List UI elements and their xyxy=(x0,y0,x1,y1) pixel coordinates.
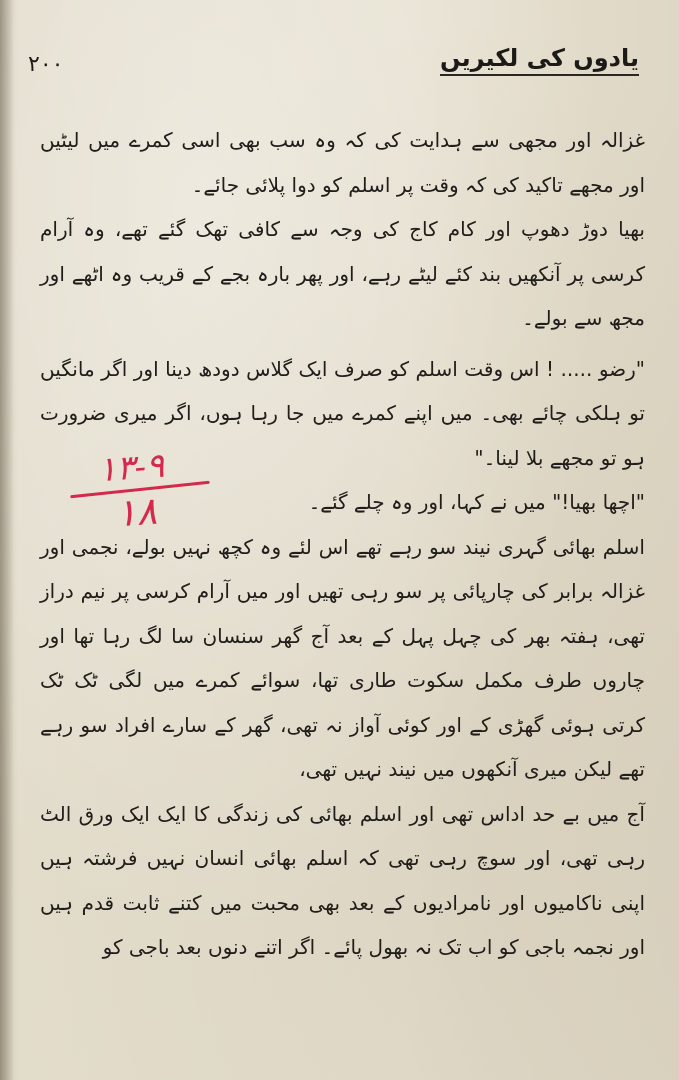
annotation-bottom: ۱۸ xyxy=(114,488,159,536)
paragraph-5: اسلم بھائی گہری نیند سو رہے تھے اس لئے وہ کچھ نہیں بولے، نجمی اور غزالہ برابر کی چارپائی پر سو رہی تھیں اور میں آرام کرسی پر نیم دراز تھی، ہفتہ بھر کی چہل پہل کے بعد آج گھر سنسان سا لگ رہا تھا اور چاروں طرف مکمل سکوت طاری تھا، سوائے کمرے میں لگی ٹک ٹک کرتی ہوئی گھڑی کے اور کوئی آواز نہ تھی، گھر کے سارے افراد سو رہے تھے لیکن میری آنکھوں میں نیند نہیں تھی، xyxy=(40,534,645,781)
page-number: ۲۰۰ xyxy=(28,52,64,77)
paragraph-6: آج میں بے حد اداس تھی اور اسلم بھائی کی زندگی کا ایک ایک ورق الٹ رہی تھی، اور سوچ رہی تھی کہ اسلم بھائی انسان نہیں فرشتہ ہیں اپنی ناکامیوں اور نامرادیوں کے بعد بھی محبت میں کتنے ثابت قدم ہیں اور نجمہ باجی کو اب تک نہ بھول پائے۔ اگر اتنے دنوں بعد باجی کو xyxy=(40,801,645,959)
annotation-top: ۱۳-۹ xyxy=(96,445,166,491)
running-title: یادوں کی لکیریں xyxy=(440,44,639,76)
paragraph-3: "رضو ..... ! اس وقت اسلم کو صرف ایک گلاس دودھ دینا اور اگر مانگیں تو ہلکی چائے بھی۔ میں اپنے کمرے میں جا رہا ہوں، اگر میری ضرورت ہو تو مجھے بلا لینا۔" xyxy=(40,356,645,470)
body-text xyxy=(40,118,645,970)
page-gutter-shadow xyxy=(0,0,14,1080)
paragraph-1: غزالہ اور مجھی سے ہدایت کی کہ وہ سب بھی اسی کمرے میں لیٹیں اور مجھے تاکید کی کہ وقت پر اسلم کو دوا پلائی جائے۔ xyxy=(40,128,645,197)
handwritten-annotation xyxy=(68,445,218,538)
paragraph-4: "اچھا بھیا!" میں نے کہا، اور وہ چلے گئے۔ xyxy=(308,490,645,514)
paragraph-2: بھیا دوڑ دھوپ اور کام کاج کی وجہ سے کافی تھک گئے تھے، وہ آرام کرسی پر آنکھیں بند کئے لیٹے رہے، اور پھر بارہ بجے کے قریب وہ اٹھے اور مجھ سے بولے۔ xyxy=(40,217,645,330)
page-header xyxy=(28,38,639,88)
